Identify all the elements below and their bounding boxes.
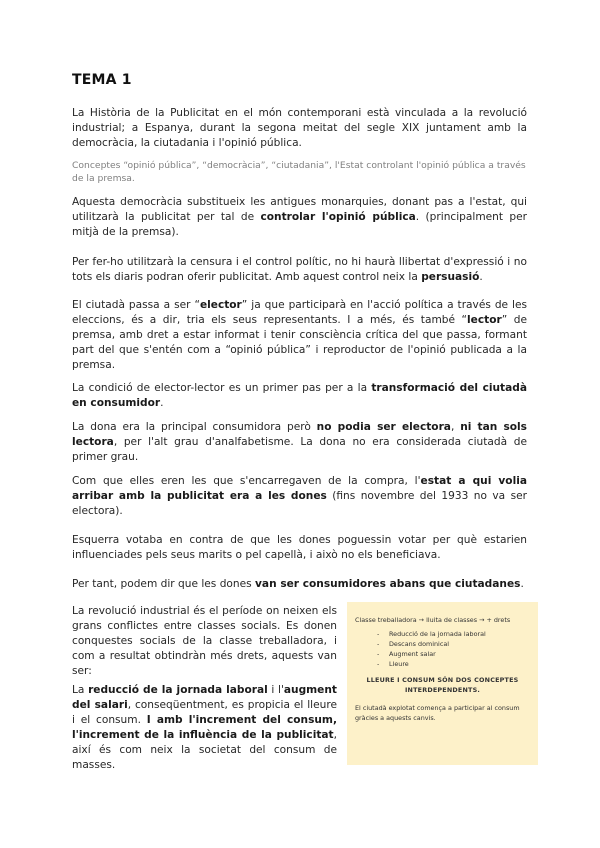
box-list-item: - Lleure <box>377 659 530 669</box>
text: . <box>160 397 164 409</box>
page-title: TEMA 1 <box>72 72 132 88</box>
box-header: Classe treballadora → lluita de classes → + drets <box>355 616 511 624</box>
highlight: estat a qui volia arribar amb la publicitat era a les dones <box>72 475 527 502</box>
pertant-paragraph <box>72 577 527 592</box>
box-list-item: - Reducció de la jornada laboral <box>377 629 530 639</box>
dona-paragraph <box>72 420 527 465</box>
text: , així és com neix la societat del consum de masses. <box>72 729 337 771</box>
text: Per fer-ho utilitzarà la censura i el control polític, no hi haurà llibertat d'expressió i no tots els diaris podran oferir publicitat. Amb aquest control neix la <box>72 256 527 283</box>
text: La <box>72 684 89 696</box>
text: , conseqüentment, es propicia el lleure i el consum. <box>72 699 337 726</box>
text: Com que elles eren les que s'encarregaven de la compra, l' <box>72 475 421 487</box>
text: , per l'alt grau d'analfabetisme. La dona no era considerada ciutadà de primer grau. <box>72 436 527 463</box>
text: La dona era la principal consumidora però <box>72 421 317 433</box>
box-list-item: - Descans dominical <box>377 639 530 649</box>
text: i l' <box>267 684 284 696</box>
text: . <box>479 271 483 283</box>
highlight: transformació del ciutadà en consumidor <box>72 382 527 409</box>
highlight: reducció de la jornada laboral <box>88 684 268 696</box>
box-center-statement: LLEURE I CONSUM SÓN DOS CONCEPTES INTERDEPENDENTS. <box>366 676 519 694</box>
democracia-paragraph <box>72 195 527 240</box>
highlight: no podia ser electora <box>316 421 451 433</box>
text: La condició de elector-lector es un primer pas per a la <box>72 382 372 394</box>
highlight: augment del salari <box>72 684 337 711</box>
box-list <box>355 629 530 669</box>
concepts-note: Conceptes “opinió pública”, “democràcia”, “ciutadania”, l'Estat controlant l'opinió pública a través de la premsa. <box>72 160 526 184</box>
revolucio-column <box>72 604 337 773</box>
highlight: lector <box>467 314 502 326</box>
text: . (principalment per mitjà de la premsa). <box>72 211 528 238</box>
text: (fins novembre del 1933 no va ser electora). <box>72 490 527 517</box>
reduccio-paragraph <box>72 683 337 773</box>
highlight: van ser consumidores abans que ciutadanes <box>255 578 521 590</box>
text: Aquesta democràcia substitueix les antigues monarquies, donant pas a l'estat, qui utilitzarà la publicitat per tal de <box>72 196 527 223</box>
text: . <box>520 578 524 590</box>
compra-paragraph <box>72 474 527 519</box>
text: ” ja que participarà en l'acció política a través de les eleccions, és a dir, tria els seus representants. I a més, és també “ <box>72 299 528 326</box>
revolucio-paragraph: La revolució industrial és el període on neixen els grans conflictes entre classes socials. Es donen conquestes socials de la classe treballadora, i com a resultat obtindràn més drets, aquests van ser: <box>72 605 337 677</box>
censura-paragraph <box>72 255 527 285</box>
elector-paragraph <box>72 298 527 373</box>
text: El ciutadà passa a ser “ <box>72 299 200 311</box>
highlight: controlar l'opinió pública <box>260 211 416 223</box>
highlight: I amb l'increment del consum, l'increment de la influència de la publicitat <box>72 714 337 741</box>
text: , <box>450 421 461 433</box>
esquerra-paragraph: Esquerra votaba en contra de que les dones poguessin votar per què estarien influenciades pels seus marits o pel capellà, i això no els beneficiava. <box>72 534 527 561</box>
intro-paragraph: La Història de la Publicitat en el món contemporani està vinculada a la revolució industrial; a Espanya, durant la segona meitat del segle XIX juntament amb la democràcia, la ciutadania i l'opinió pública. <box>72 107 527 149</box>
box-list-item: - Augment salar <box>377 649 530 659</box>
box-footer: El ciutadà explotat comença a participar al consum gràcies a aquests canvis. <box>355 704 520 722</box>
text: Per tant, podem dir que les dones <box>72 578 256 590</box>
highlight: ni tan sols lectora <box>72 421 527 448</box>
condicio-paragraph <box>72 381 527 411</box>
highlight: persuasió <box>421 271 480 283</box>
text: ” de premsa, amb dret a estar informat i tenir consciència crítica del que passa, formant part del que s'entén com a “opinió pública” i reproductor de l'opinió publicada a la premsa. <box>72 314 527 371</box>
summary-box <box>347 602 538 765</box>
highlight: elector <box>199 299 242 311</box>
